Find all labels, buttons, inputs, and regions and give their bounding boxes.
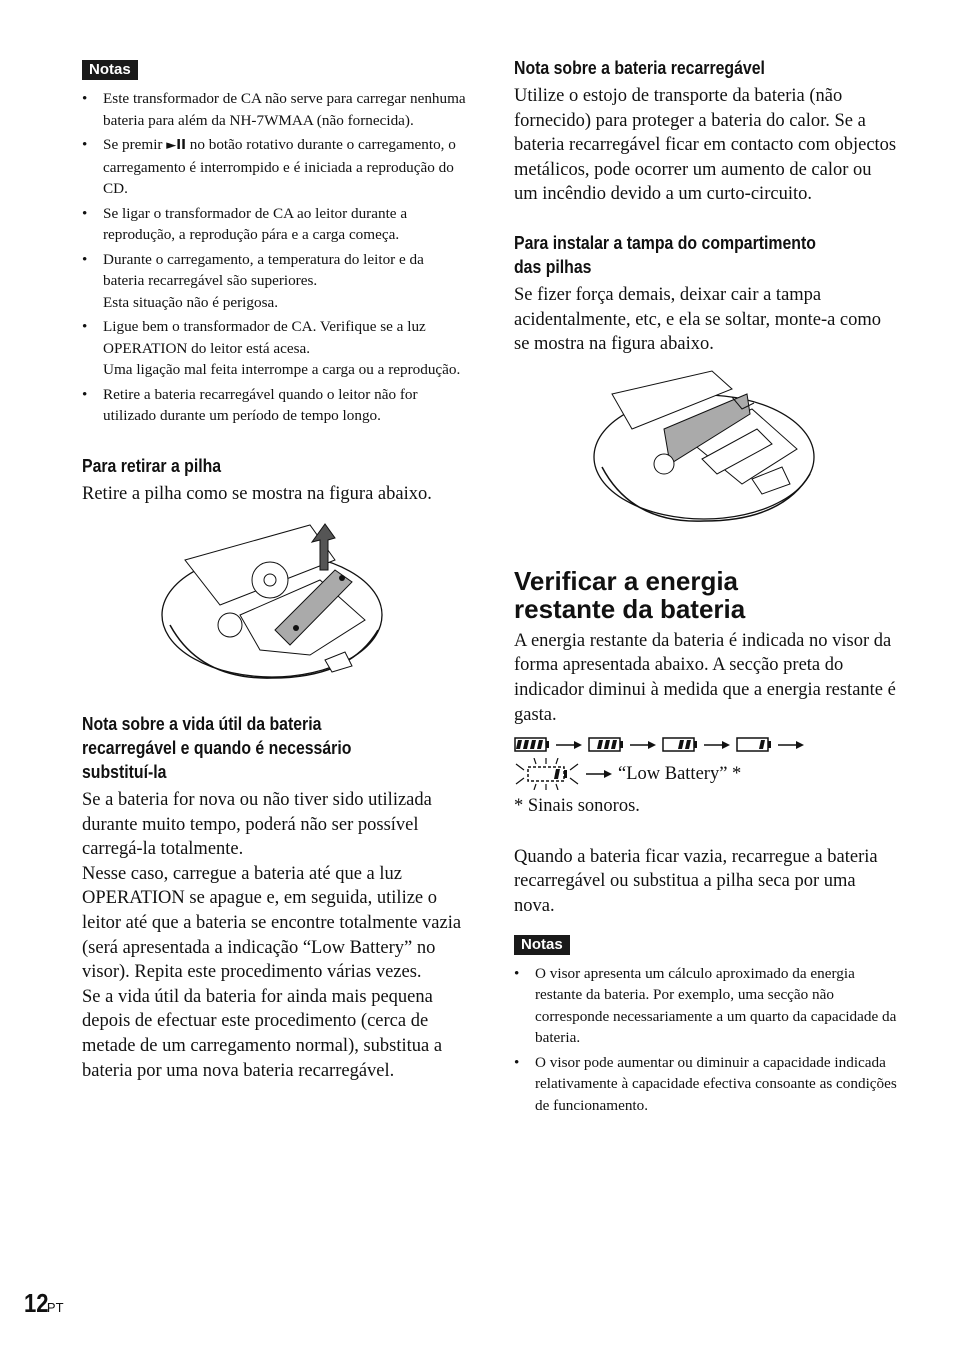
list-item: • O visor pode aumentar ou diminuir a capacidade indicada relativamente à capacidade efectiva consoante as condições de funcionamento. bbox=[514, 1053, 897, 1114]
install-cover-figure bbox=[592, 369, 822, 529]
right-column bbox=[514, 56, 899, 1119]
section-title-battery-life: Nota sobre a vida útil da bateria recarregável e quando é necessário substituí-la bbox=[82, 714, 352, 783]
battery-flashing-icon bbox=[514, 758, 580, 790]
battery-quarter-icon bbox=[736, 737, 772, 752]
battery-sequence bbox=[514, 737, 899, 752]
heading-text: A energia restante da bateria é indicada no visor da forma apresentada abaixo. A secção preta do indicador diminui à medida que a energia restante é gasta. bbox=[514, 630, 896, 725]
section-title-install-cover: Para instalar a tampa do compartimento das pilhas bbox=[514, 232, 816, 277]
section-title-rechargeable: Nota sobre a bateria recarregável bbox=[514, 58, 765, 78]
list-item: • Durante o carregamento, a temperatura do leitor e da bateria recarregável são superiores. Esta situação não é perigosa. bbox=[82, 250, 424, 311]
list-item: • Este transformador de CA não serve para carregar nenhuma bateria para além da NH-7WMAA (não fornecida). bbox=[82, 90, 466, 129]
arrow-right-icon bbox=[704, 740, 730, 750]
battery-low-row bbox=[514, 758, 899, 790]
page-number: 12PT bbox=[24, 1288, 64, 1318]
arrow-right-icon bbox=[630, 740, 656, 750]
list-item: • Retire a bateria recarregável quando o leitor não for utilizado durante um período de tempo longo. bbox=[82, 385, 418, 424]
section-text-install-cover: Se fizer força demais, deixar cair a tampa acidentalmente, etc, e ela se soltar, monte-a como se mostra na figura abaixo. bbox=[514, 284, 882, 355]
section-text-rechargeable: Utilize o estojo de transporte da bateria (não fornecido) para proteger a bateria do calor. Se a bateria recarregável ficar em contacto com objectos metálicos, pode ocorrer um aumento de calor ou um incêndio devido a um curto-circuito. bbox=[514, 86, 897, 205]
battery-three-quarter-icon bbox=[588, 737, 624, 752]
remove-battery-figure bbox=[160, 520, 390, 680]
arrow-right-icon bbox=[556, 740, 582, 750]
list-item: • Se premir ►II no botão rotativo durante o carregamento, o carregamento é interrompido e é iniciada a reprodução do CD. bbox=[82, 136, 456, 197]
footnote: * Sinais sonoros. bbox=[514, 796, 640, 817]
list-item: • Ligue bem o transformador de CA. Verifique se a luz OPERATION do leitor está acesa. Uma ligação mal feita interrompe a carga ou a reprodução. bbox=[82, 318, 461, 378]
left-column bbox=[82, 60, 467, 1083]
battery-half-icon bbox=[662, 737, 698, 752]
empty-battery-text: Quando a bateria ficar vazia, recarregue a bateria recarregável ou substitua a pilha seca por uma nova. bbox=[514, 846, 878, 916]
battery-full-icon bbox=[514, 737, 550, 752]
section-title-remove-battery: Para retirar a pilha bbox=[82, 455, 222, 476]
play-pause-icon: ►II bbox=[166, 138, 186, 153]
low-battery-label: “Low Battery” * bbox=[618, 763, 742, 784]
section-text-battery-life: Se a bateria for nova ou não tiver sido utilizada durante muito tempo, poderá não ser possível carregá-la totalmente. Nesse caso, carregue a bateria até que a luz OPERATION se apague e, em seguida, utilize o leitor até que a bateria se encontre totalmente vazia (será apresentada a indicação “Low Battery” no visor). Repita este procedimento várias vezes. Se a vida útil da bateria for ainda mais pequena depois de efectuar este procedimento (cerca de metade de um carregamento normal), substitua a bateria por uma nova bateria recarregável. bbox=[82, 790, 462, 1081]
list-item: • O visor apresenta um cálculo aproximado da energia restante da bateria. Por exemplo, uma secção não corresponde necessariamente a um quarto da capacidade da bateria. bbox=[514, 964, 897, 1046]
notes-badge: Notas bbox=[82, 60, 138, 80]
section-text-remove-battery: Retire a pilha como se mostra na figura abaixo. bbox=[82, 483, 432, 504]
notes-list bbox=[514, 963, 899, 1117]
list-item: • Se ligar o transformador de CA ao leitor durante a reprodução, a reprodução pára e a carga começa. bbox=[82, 204, 408, 243]
notes-badge: Notas bbox=[514, 935, 570, 955]
arrow-right-icon bbox=[778, 740, 804, 750]
page-heading: Verificar a energia restante da bateria bbox=[514, 565, 746, 624]
notes-list bbox=[82, 88, 467, 427]
arrow-right-icon bbox=[586, 769, 612, 779]
